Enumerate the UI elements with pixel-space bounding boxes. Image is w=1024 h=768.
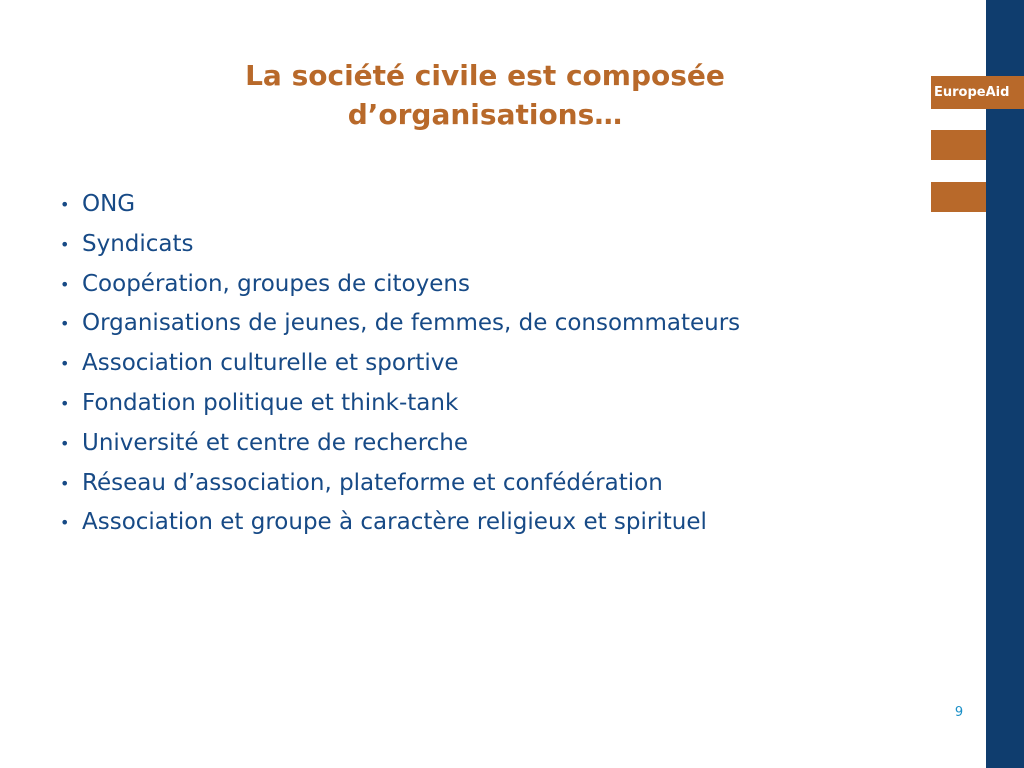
bullet-text: Organisations de jeunes, de femmes, de consommateurs [82, 310, 741, 337]
bullet-text: ONG [82, 191, 136, 217]
bullet-icon: • [60, 393, 70, 413]
bullet-icon: • [60, 513, 70, 533]
bullet-icon: • [60, 473, 70, 493]
decorative-stripe-top [931, 130, 986, 160]
bullet-text: Coopération, groupes de citoyens [82, 270, 470, 297]
title-line-2: d’organisations… [347, 98, 623, 131]
bullet-icon: • [60, 433, 70, 453]
bullet-item [58, 503, 740, 543]
bullet-icon: • [60, 354, 70, 374]
title-line-1: La société civile est composée [245, 59, 725, 92]
bullet-item [58, 384, 740, 424]
bullet-icon: • [60, 314, 70, 334]
bullet-text: Association culturelle et sportive [82, 350, 459, 377]
slide-title [60, 56, 910, 134]
logo-text: EuropeAid [934, 85, 1010, 100]
bullet-item [58, 464, 740, 504]
bullet-list [58, 185, 740, 543]
bullet-text: Réseau d’association, plateforme et confédération [82, 469, 663, 496]
bullet-icon: • [60, 274, 70, 294]
bullet-item [58, 225, 740, 265]
bullet-item [58, 424, 740, 464]
decorative-stripe-bottom [931, 182, 986, 212]
bullet-item [58, 304, 740, 344]
bullet-text: Association et groupe à caractère religieux et spirituel [82, 509, 707, 536]
side-band [986, 0, 1024, 768]
page-number: 9 [954, 705, 964, 720]
europeaid-logo [931, 76, 1024, 109]
bullet-text: Fondation politique et think-tank [82, 389, 459, 416]
bullet-item [58, 344, 740, 384]
bullet-icon: • [60, 195, 70, 214]
bullet-item [58, 265, 740, 305]
bullet-text: Syndicats [82, 230, 194, 257]
bullet-text: Université et centre de recherche [82, 429, 469, 456]
bullet-item [58, 185, 740, 225]
bullet-icon: • [60, 234, 70, 254]
